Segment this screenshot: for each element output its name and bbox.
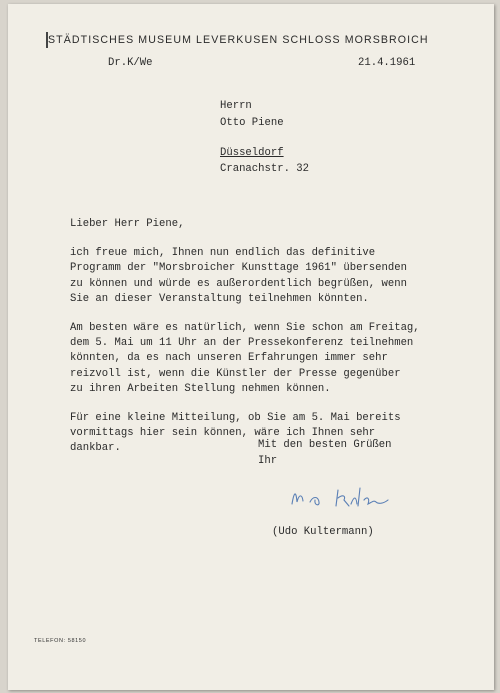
body-line: Am besten wäre es natürlich, wenn Sie schon am Freitag,: [70, 322, 420, 335]
closing-line: Ihr: [258, 455, 278, 467]
letter-page: [8, 4, 494, 690]
recipient-street: Cranachstr. 32: [220, 163, 310, 175]
closing: [258, 437, 392, 469]
letter-date: 21.4.1961: [358, 57, 416, 69]
body-line: zu ihren Arbeiten Stellung nehmen können.: [70, 382, 331, 395]
recipient-name: Otto Piene: [220, 117, 284, 129]
body-line: zu können und würde es außerordentlich begrüßen, wenn: [70, 277, 407, 290]
body-line: Programm der "Morsbroicher Kunsttage 1961" übersenden: [70, 262, 407, 275]
body-line: vormittags hier sein können, wäre ich Ihnen sehr: [70, 427, 376, 440]
body-line: ich freue mich, Ihnen nun endlich das definitive: [70, 247, 376, 260]
recipient-salutation: Herrn: [220, 100, 252, 112]
reference-code: Dr.K/We: [108, 57, 153, 69]
body-line: reizvoll ist, wenn die Künstler der Presse gegenüber: [70, 367, 401, 380]
body-line: Für eine kleine Mitteilung, ob Sie am 5. Mai bereits: [70, 412, 401, 425]
body-line: dankbar.: [70, 442, 121, 455]
letterhead: STÄDTISCHES MUSEUM LEVERKUSEN SCHLOSS MORSBROICH: [48, 34, 429, 46]
body-line: könnten, da es nach unseren Erfahrungen immer sehr: [70, 352, 388, 365]
signer-name: (Udo Kultermann): [272, 526, 374, 538]
closing-line: Mit den besten Grüßen: [258, 439, 392, 451]
body-line: Sie an dieser Veranstaltung teilnehmen könnten.: [70, 292, 369, 305]
handwritten-signature: [288, 482, 398, 512]
paragraph-2: [70, 321, 490, 397]
letter-body: [70, 217, 490, 457]
recipient-city: Düsseldorf: [220, 147, 284, 159]
greeting: Lieber Herr Piene,: [70, 218, 185, 230]
body-line: dem 5. Mai um 11 Uhr an der Pressekonferenz teilnehmen: [70, 337, 414, 350]
paragraph-1: [70, 246, 490, 307]
footer-telephone: TELEFON: 58150: [34, 638, 87, 644]
